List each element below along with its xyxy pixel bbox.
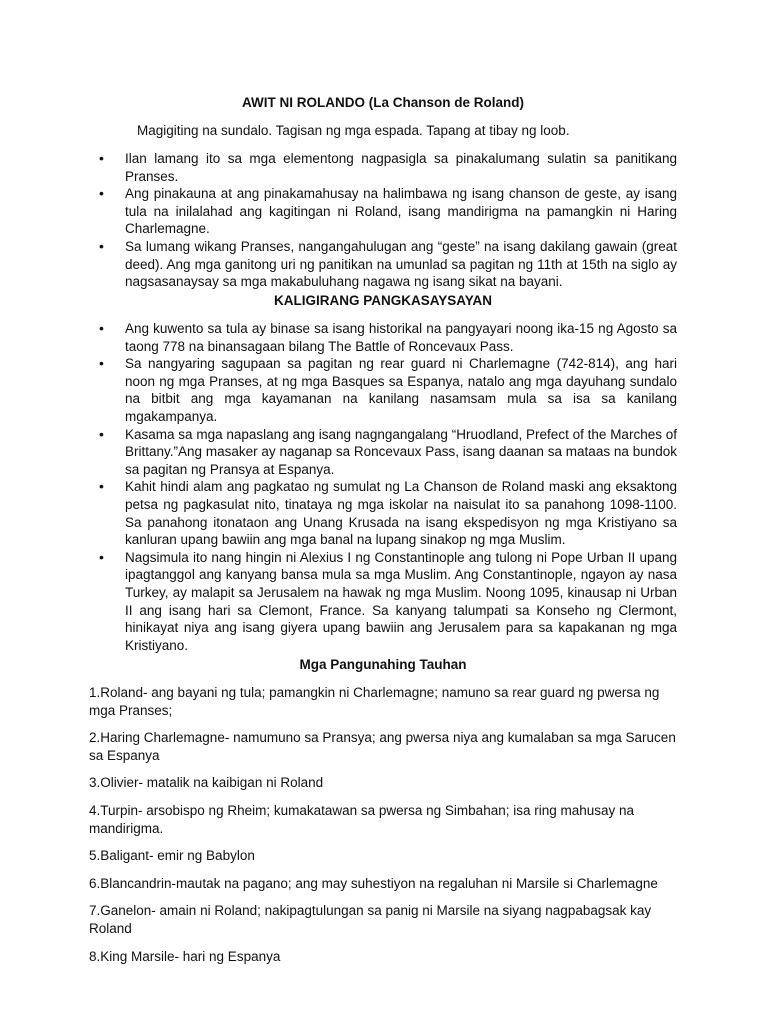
list-item — [89, 150, 677, 185]
list-item — [89, 426, 677, 479]
character-entry: 6.Blancandrin-mautak na pagano; ang may suhestiyon na regaluhan ni Marsile si Charlemagne — [89, 875, 658, 891]
list-item — [89, 320, 677, 355]
list-item — [89, 478, 677, 548]
character-entry: 2.Haring Charlemagne- namumuno sa Pransya; ang pwersa niya ang kumalaban sa mga Sarucen sa Espanya — [89, 730, 676, 763]
list-item — [89, 355, 677, 425]
list-item — [89, 238, 677, 291]
list-item-text: Nagsimula ito nang hingin ni Alexius I ng Constantinople ang tulong ni Pope Urban II upang ipagtanggol ang kanyang bansa mula sa mga Muslim. Ang Constantinople, ngayon ay nasa Turkey, ay malapit sa Jerusalem na hawak ng mga Muslim. Noong 1095, kinausap ni Urban II ang isang hari sa Clemont, France. Sa kanyang talumpati sa Konseho ng Clermont, hinikayat niya ang isang giyera upang bawiin ang Jerusalem para sa kapakanan ng mga Kristiyano. — [125, 549, 677, 653]
character-entry: 5.Baligant- emir ng Babylon — [89, 848, 255, 864]
character-list — [89, 684, 677, 975]
character-entry: 7.Ganelon- amain ni Roland; nakipagtulungan sa panig ni Marsile na siyang nagpabagsak kay Roland — [89, 903, 652, 936]
list-item-text: Ang kuwento sa tula ay binase sa isang historikal na pangyayari noong ika-15 ng Agosto sa taong 778 na binansagaan bilang The Battle of Roncevaux Pass. — [125, 321, 677, 354]
character-entry: 1.Roland- ang bayani ng tula; pamangkin ni Charlemagne; namuno sa rear guard ng pwersa ng mga Pranses; — [89, 685, 660, 718]
section-title-tauhan: Mga Pangunahing Tauhan — [299, 657, 467, 672]
awit-bullet-list — [89, 150, 677, 291]
section-title-awit: AWIT NI ROLANDO (La Chanson de Roland) — [242, 95, 524, 110]
bullet-icon: • — [99, 150, 104, 166]
section-title-kaligiran: KALIGIRANG PANGKASAYSAYAN — [273, 293, 493, 308]
intro-text: Magigiting na sundalo. Tagisan ng mga espada. Tapang at tibay ng loob. — [137, 123, 570, 138]
character-entry: 4.Turpin- arsobispo ng Rheim; kumakatawan sa pwersa ng Simbahan; isa ring mahusay na mandirigma. — [89, 802, 635, 836]
bullet-icon: • — [99, 478, 104, 495]
list-item-text: Ilan lamang ito sa mga elementong nagpasigla sa pinakalumang sulatin sa panitikang Pranses. — [125, 151, 677, 184]
list-item — [89, 549, 677, 655]
list-item-text: Sa lumang wikang Pranses, nangangahulugan ang “geste” na isang dakilang gawain (great deed). Ang mga ganitong uri ng panitikan na umunlad sa pagitan ng 11th at 15th na siglo ay nagsasanaysay sa mga makabuluhang nagawa ng isang sikat na bayani. — [125, 238, 677, 290]
list-item — [89, 185, 677, 238]
kaligiran-bullet-list — [89, 320, 677, 654]
bullet-icon: • — [99, 237, 104, 254]
bullet-icon: • — [99, 185, 104, 202]
list-item-text: Kahit hindi alam ang pagkatao ng sumulat ng La Chanson de Roland maski ang eksaktong petsa ng pagkasulat nito, tinataya ng mga iskolar na naisulat ito sa panahong 1098-1100. Sa panahong itonataon ang Unang Krusada na isang ekspedisyon ng mga Kristiyano sa kanluran upang bawiin ang mga banal na lupang sinakop ng mga Muslim. — [125, 479, 677, 548]
list-item-text: Kasama sa mga napaslang ang isang nagngangalang “Hruodland, Prefect of the Marches of Brittany.”Ang masaker ay naganap sa Roncevaux Pass, isang daanan sa mataas na bundok sa pagitan ng Pransya at Espanya. — [125, 426, 677, 477]
list-item-text: Sa nangyaring sagupaan sa pagitan ng rear guard ni Charlemagne (742-814), ang hari noon ng mga Pranses, at ng mga Basques sa Espanya, natalo ang mga dayuhang sundalo na bitbit ang mga kayamanan na kanilang nasamsam mula sa isa sa kanilang mgakampanya. — [125, 356, 677, 424]
bullet-icon: • — [99, 425, 104, 442]
bullet-icon: • — [99, 355, 104, 372]
character-entry: 8.King Marsile- hari ng Espanya — [89, 948, 281, 964]
bullet-icon: • — [99, 548, 104, 565]
list-item-text: Ang pinakauna at ang pinakamahusay na halimbawa ng isang chanson de geste, ay isang tula na inilalahad ang kagitingan ni Roland, isang mandirigma na pamangkin ni Haring Charlemagne. — [125, 186, 677, 237]
character-entry: 3.Olivier- matalik na kaibigan ni Roland — [89, 775, 324, 791]
bullet-icon: • — [99, 320, 104, 336]
